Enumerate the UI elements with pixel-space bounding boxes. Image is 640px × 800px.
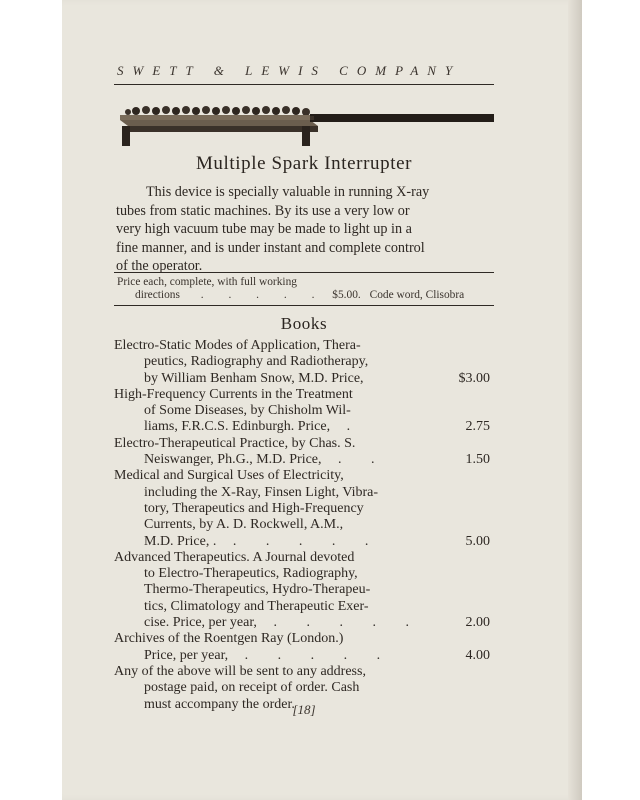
book-price: 4.00 (465, 647, 490, 663)
book-entry-text: must accompany the order. (144, 696, 295, 712)
book-entry-text: Currents, by A. D. Rockwell, A.M., (144, 517, 344, 533)
book-entry-text: Thermo-Therapeutics, Hydro-Therapeu- (144, 582, 371, 598)
book-entry-line (114, 452, 490, 468)
price-rule-top (114, 272, 494, 273)
book-price: 5.00 (465, 533, 490, 549)
book-entry-text: peutics, Radiography and Radiotherapy, (144, 354, 369, 370)
description-line: of the operator. (116, 258, 203, 275)
book-price: 2.75 (465, 419, 490, 435)
product-price: $5.00. (332, 289, 361, 301)
book-entry-line (114, 517, 490, 533)
description-line: fine manner, and is under instant and complete control (116, 239, 425, 256)
price-rule-bottom (114, 305, 494, 306)
book-price: 2.00 (465, 615, 490, 631)
book-entry-text: liams, F.R.C.S. Edinburgh. Price, (144, 419, 331, 435)
leader-dots: . . . . . (256, 615, 422, 631)
book-entry-text: Electro-Static Modes of Application, Thera- (114, 338, 361, 353)
header-rule (114, 84, 494, 85)
book-entry-line (114, 680, 490, 696)
description-line: tubes from static machines. By its use a very low or (116, 202, 410, 219)
running-head: SWETT & LEWIS COMPANY (117, 63, 462, 78)
book-entry-line (114, 501, 490, 517)
book-entry-text: to Electro-Therapeutics, Radiography, (144, 566, 358, 582)
book-entry-text: tics, Climatology and Therapeutic Exer- (144, 598, 369, 614)
book-entry-text: Any of the above will be sent to any address, (114, 663, 366, 679)
spark-interrupter-illustration (114, 96, 494, 152)
book-entry-text: M.D. Price, . (144, 533, 217, 549)
book-entry-line (114, 615, 490, 631)
product-code-word: Code word, Clisobra (369, 289, 465, 301)
book-entry-line (114, 436, 490, 452)
books-heading: Books (280, 314, 328, 333)
book-entry-text: of Some Diseases, by Chisholm Wil- (144, 403, 351, 419)
book-entry-line (114, 387, 490, 403)
book-entry-line (114, 468, 490, 484)
book-entry-line (114, 664, 490, 680)
book-entry-line (114, 582, 490, 598)
book-entry-line (114, 631, 490, 647)
book-entry-line (114, 371, 490, 387)
description-line: very high vacuum tube may be made to light up in a (116, 221, 412, 238)
book-entry-text: by William Benham Snow, M.D. Price, (144, 370, 364, 386)
book-entry-line (114, 338, 490, 354)
description-line: This device is specially valuable in running X-ray (146, 184, 430, 200)
book-entry-text: Electro-Therapeutical Practice, by Chas. S. (114, 435, 356, 451)
book-entry-line (114, 419, 490, 435)
book-entry-text: Neiswanger, Ph.G., M.D. Price, (144, 452, 322, 468)
book-entry-line (114, 648, 490, 664)
price-line-1: Price each, complete, with full working (117, 276, 297, 288)
product-title: Multiple Spark Interrupter (195, 153, 413, 174)
price-line-leader-dots: . . . . . (200, 289, 326, 301)
leader-dots: . (330, 419, 364, 435)
book-entry-text: tory, Therapeutics and High-Frequency (144, 500, 364, 516)
book-entry-text: cise. Price, per year, (144, 615, 257, 631)
book-entry-text: Archives of the Roentgen Ray (London.) (114, 631, 344, 647)
product-description (116, 183, 494, 276)
leader-dots: . . . . . (216, 533, 382, 549)
book-entry-line (114, 485, 490, 501)
price-line-label: directions (135, 289, 180, 301)
book-entry-line (114, 599, 490, 615)
price-line-2 (117, 289, 495, 301)
book-entry-line (114, 403, 490, 419)
page-number: [18] (292, 702, 316, 717)
book-entry-text: High-Frequency Currents in the Treatment (114, 386, 353, 402)
book-entry-text: postage paid, on receipt of order. Cash (144, 680, 360, 696)
book-entry-line (114, 534, 490, 550)
book-entry-line (114, 354, 490, 370)
book-entry-text: Medical and Surgical Uses of Electricity, (114, 468, 344, 484)
book-price: 1.50 (465, 452, 490, 468)
books-list (114, 338, 490, 713)
leader-dots: . . (321, 452, 388, 468)
page-gutter-shadow (568, 0, 582, 800)
book-entry-line (114, 566, 490, 582)
book-entry-line (114, 550, 490, 566)
book-price: $3.00 (458, 370, 490, 386)
leader-dots: . . . . . (228, 647, 394, 663)
book-entry-text: Advanced Therapeutics. A Journal devoted (114, 549, 355, 565)
book-entry-text: including the X-Ray, Finsen Light, Vibra- (144, 484, 379, 500)
book-entry-text: Price, per year, (144, 647, 229, 663)
